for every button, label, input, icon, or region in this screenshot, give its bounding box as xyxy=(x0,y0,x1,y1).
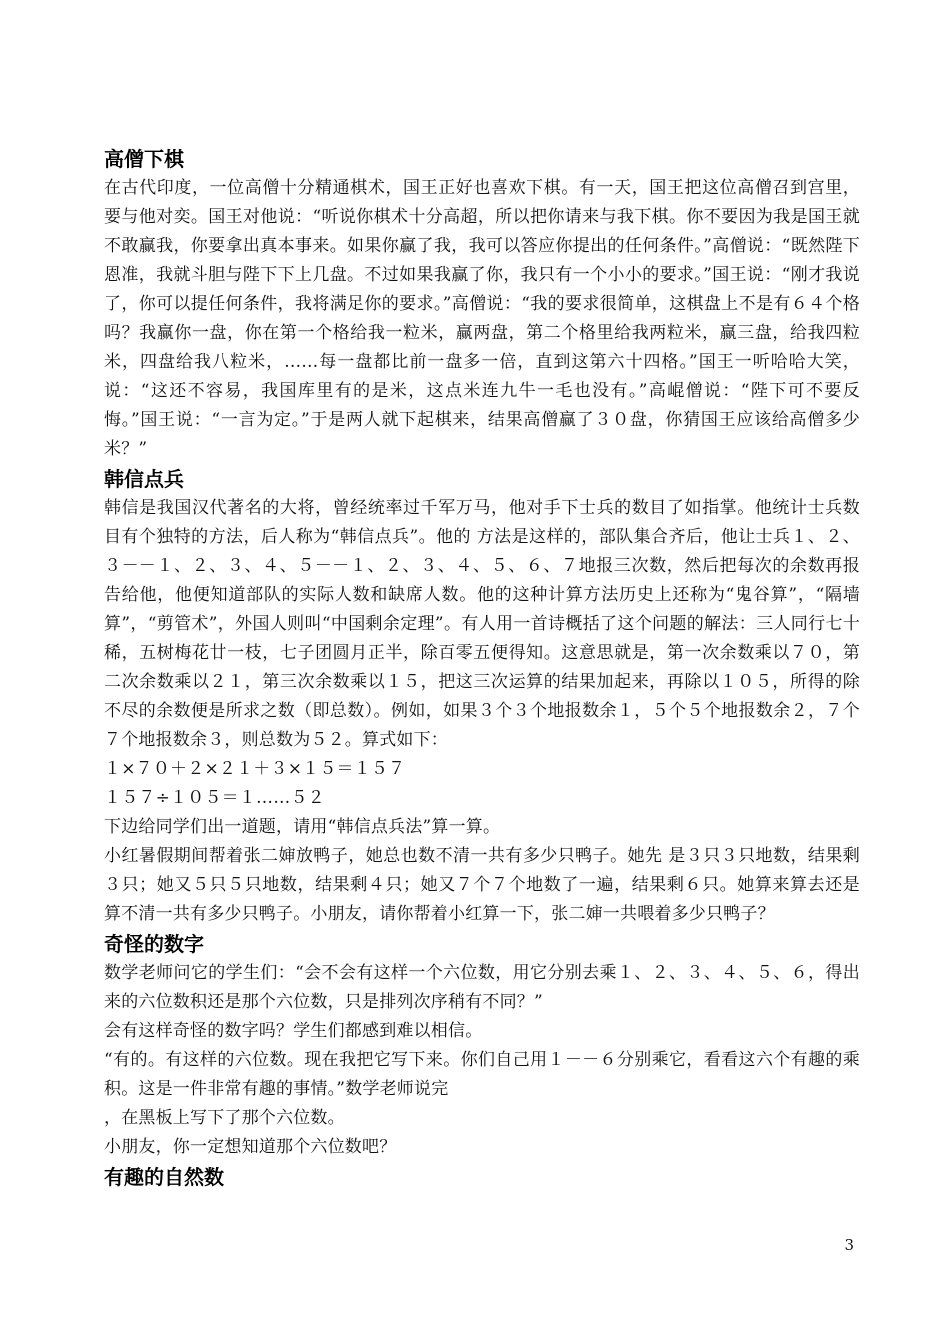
formula-line: １５７÷１０５＝１……５２ xyxy=(104,788,325,808)
paragraph: “有的。有这样的六位数。现在我把它写下来。你们自己用１－－６分别乘它，看看这六个有趣的乘积。这是一件非常有趣的事情。”数学老师说完 xyxy=(104,1050,860,1099)
paragraph: 韩信是我国汉代著名的大将，曾经统率过千军万马，他对手下士兵的数目了如指掌。他统计士兵数目有个独特的方法，后人称为“韩信点兵”。他的 方法是这样的，部队集合齐后，他让士兵１、２、３－－１、２、３、４、５－－１、２、３、４、５、６、７地报三次数，然后把每次的余数再报告给他，他便知道部队的实际人数和缺席人数。他的这种计算方法历史上还称为“鬼谷算”，“隔墙算”，“剪管术”，外国人则叫“中国剩余定理”。有人用一首诗概括了这个问题的解法：三人同行七十稀，五树梅花廿一枝，七子团圆月正半，除百零五便得知。这意思就是，第一次余数乘以７０，第二次余数乘以２１，第三次余数乘以１５，把这三次运算的结果加起来，再除以１０５，所得的除不尽的余数便是所求之数（即总数）。例如，如果３个３个地报数余１，５个５个地报数余２，７个７个地报数余３，则总数为５２。算式如下： xyxy=(104,498,860,750)
paragraph: 小红暑假期间帮着张二婶放鸭子，她总也数不清一共有多少只鸭子。她先 是３只３只地数，结果剩３只；她又５只５只地数，结果剩４只；她又７个７个地数了一遍，结果剩６只。她算来算去还是算不清一共有多少只鸭子。小朋友，请你帮着小红算一下，张二婶一共喂着多少只鸭子？ xyxy=(104,846,860,924)
section-gaoseng-xiaqi xyxy=(104,144,860,464)
section-heading: 高僧下棋 xyxy=(104,147,184,171)
section-heading: 韩信点兵 xyxy=(104,467,184,491)
section-heading: 有趣的自然数 xyxy=(104,1165,224,1189)
formula-line: １×７０＋２×２１＋３×１５＝１５７ xyxy=(104,759,406,779)
section-youqu-de-zirenshu xyxy=(104,1162,860,1192)
paragraph: 下边给同学们出一道题，请用“韩信点兵法”算一算。 xyxy=(104,817,501,837)
section-hanxin-dianbing xyxy=(104,464,860,929)
paragraph: 会有这样奇怪的数字吗？学生们都感到难以相信。 xyxy=(104,1021,483,1041)
paragraph: ，在黑板上写下了那个六位数。 xyxy=(104,1108,345,1128)
page-number: 3 xyxy=(844,1236,854,1254)
section-heading: 奇怪的数字 xyxy=(104,932,204,956)
paragraph: 数学老师问它的学生们：“会不会有这样一个六位数，用它分别去乘１、２、３、４、５、６，得出来的六位数积还是那个六位数，只是排列次序稍有不同？” xyxy=(104,963,860,1012)
section-qiguai-de-shuzi xyxy=(104,929,860,1162)
paragraph: 在古代印度，一位高僧十分精通棋术，国王正好也喜欢下棋。有一天，国王把这位高僧召到宫里，要与他对奕。国王对他说：“听说你棋术十分高超，所以把你请来与我下棋。你不要因为我是国王就不敢赢我，你要拿出真本事来。如果你赢了我，我可以答应你提出的任何条件。”高僧说：“既然陛下恩准，我就斗胆与陛下下上几盘。不过如果我赢了你，我只有一个小小的要求。”国王说：“刚才我说了，你可以提任何条件，我将满足你的要求。”高僧说：“我的要求很简单，这棋盘上不是有６４个格吗？我赢你一盘，你在第一个格给我一粒米，赢两盘，第二个格里给我两粒米，赢三盘，给我四粒米，四盘给我八粒米，……每一盘都比前一盘多一倍，直到这第六十四格。”国王一听哈哈大笑，说：“这还不容易，我国库里有的是米，这点米连九牛一毛也没有。”高崐僧说：“陛下可不要反悔。”国王说：“一言为定。”于是两人就下起棋来，结果高僧赢了３０盘，你猜国王应该给高僧多少米？” xyxy=(104,178,860,459)
paragraph: 小朋友，你一定想知道那个六位数吧？ xyxy=(104,1137,397,1157)
page-content xyxy=(104,144,860,1192)
